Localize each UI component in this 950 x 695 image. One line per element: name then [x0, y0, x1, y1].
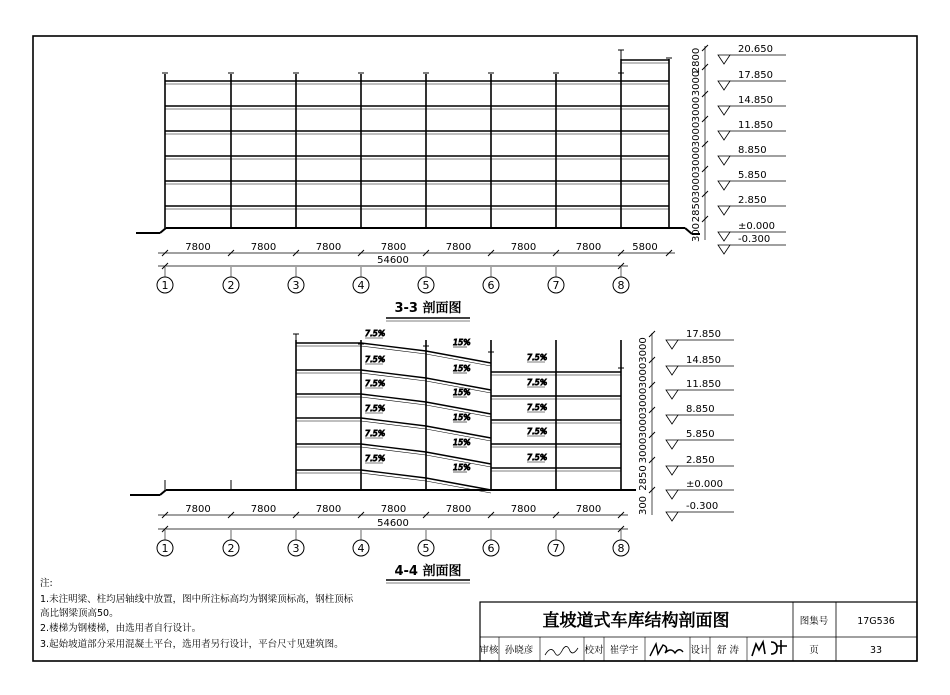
story-height: 2850 [638, 465, 649, 491]
story-height: 3000 [638, 437, 649, 464]
checker-name: 崔学宇 [609, 645, 639, 656]
level-value: 17.850 [686, 329, 721, 340]
axis-label: 8 [617, 542, 625, 555]
bay-dimension: 7800 [315, 504, 342, 515]
section-4-4 [130, 329, 734, 583]
axis-label: 4 [357, 279, 365, 292]
level-triangle [718, 156, 730, 165]
level-triangle [666, 466, 678, 475]
slope-label-15: 15% [453, 463, 471, 472]
level-value: 2.850 [738, 195, 767, 206]
level-triangle [718, 131, 730, 140]
level-value: 8.850 [686, 404, 715, 415]
level-triangle [666, 366, 678, 375]
axis-label: 6 [487, 542, 495, 555]
level-value: 5.850 [686, 429, 715, 440]
bay-dimension: 7800 [380, 504, 407, 515]
total-dimension: 54600 [377, 255, 409, 266]
note-line-4: 3.起始坡道部分采用混凝土平台，选用者另行设计，平台尺寸见建筑图。 [40, 639, 344, 650]
slope-label-7-5: 7.5% [365, 404, 386, 413]
drawing-title: 直坡道式车库结构剖面图 [542, 611, 730, 631]
slope-label-7-5: 7.5% [527, 403, 548, 412]
story-height: 3000 [638, 362, 649, 389]
slope-label-15: 15% [453, 364, 471, 373]
bay-dimension: 7800 [445, 504, 472, 515]
ground-ramp [160, 490, 166, 495]
page-label: 页 [809, 645, 819, 656]
designer-signature [752, 640, 787, 656]
review-label: 审核 [479, 645, 499, 656]
axis-label: 5 [422, 279, 430, 292]
slope-label-15: 15% [453, 438, 471, 447]
slope-label-7-5: 7.5% [527, 353, 548, 362]
slope-label-7-5: 7.5% [527, 378, 548, 387]
axis-label: 5 [422, 542, 430, 555]
axis-label: 3 [292, 542, 300, 555]
slope-label-7-5: 7.5% [527, 427, 548, 436]
level-triangle [666, 490, 678, 499]
story-height: 3000 [638, 412, 649, 439]
bay-dimension: 7800 [510, 504, 537, 515]
axis-label: 1 [161, 542, 169, 555]
bay-dimension: 5800 [632, 242, 658, 253]
level-triangle [718, 232, 730, 241]
bay-dimension: 7800 [510, 242, 537, 253]
level-value: 20.650 [738, 44, 773, 55]
level-triangle [718, 81, 730, 90]
slope-label-7-5: 7.5% [365, 379, 386, 388]
level-value: 14.850 [738, 95, 773, 106]
section-4-4-title: 4-4 剖面图 [394, 564, 462, 579]
slope-label-7-5: 7.5% [527, 453, 548, 462]
level-value: 2.850 [686, 455, 715, 466]
atlas-number: 17G536 [857, 616, 895, 627]
level-value: 11.850 [738, 120, 773, 131]
level-value: ±0.000 [738, 221, 776, 232]
story-height: 3000 [691, 96, 702, 123]
bay-dimension: 7800 [185, 242, 211, 253]
level-triangle [718, 206, 730, 215]
section-3-3 [136, 44, 786, 321]
section-3-3-title: 3-3 剖面图 [394, 301, 462, 316]
reviewer-signature [545, 646, 578, 655]
story-height: 2850 [691, 196, 702, 223]
atlas-label: 图集号 [799, 616, 829, 627]
axis-label: 2 [227, 279, 235, 292]
bay-dimension: 7800 [575, 242, 602, 253]
level-triangle [718, 55, 730, 64]
axis-label: 8 [617, 279, 625, 292]
level-triangle [666, 512, 678, 521]
bay-dimension: 7800 [380, 242, 407, 253]
level-triangle [666, 440, 678, 449]
axis-label: 7 [552, 542, 560, 555]
level-value: 11.850 [686, 379, 721, 390]
checker-signature [650, 644, 683, 656]
axis-label: 6 [487, 279, 495, 292]
slope-label-15: 15% [453, 338, 471, 347]
level-triangle [666, 390, 678, 399]
story-height: 3000 [691, 70, 702, 97]
bay-dimension: 7800 [315, 242, 342, 253]
axis-label: 1 [161, 279, 169, 292]
page-number: 33 [869, 645, 883, 656]
level-value: 14.850 [686, 355, 721, 366]
story-height: 300 [638, 495, 649, 516]
axis-label: 2 [227, 542, 235, 555]
section-3-3-dimensions [157, 242, 675, 293]
level-triangle [718, 106, 730, 115]
total-dimension: 54600 [377, 518, 409, 529]
story-height: 3000 [691, 121, 702, 148]
design-label: 设计 [690, 645, 710, 656]
section-4-4-frame [130, 329, 636, 495]
notes-heading: 注: [40, 578, 53, 589]
check-label: 校对 [584, 645, 604, 656]
section-4-4-level-markers [638, 329, 734, 521]
bay-dimension: 7800 [445, 242, 472, 253]
level-value: 17.850 [738, 70, 773, 81]
slope-label-15: 15% [453, 413, 471, 422]
note-line-3: 2.楼梯为钢楼梯，由选用者自行设计。 [40, 623, 202, 634]
notes [40, 577, 354, 650]
section-4-4-dimensions [157, 504, 629, 556]
level-value: 5.850 [738, 170, 767, 181]
note-line-2: 高比钢梁顶高50。 [40, 608, 119, 619]
slope-label-7-5: 7.5% [365, 355, 386, 364]
section-3-3-level-markers [691, 44, 786, 254]
level-triangle [718, 245, 730, 254]
story-height: 3000 [638, 387, 649, 414]
slope-label-7-5: 7.5% [365, 454, 386, 463]
designer-name: 舒 涛 [716, 645, 740, 656]
title-block-text [479, 610, 894, 656]
axis-label: 3 [292, 279, 300, 292]
axis-label: 4 [357, 542, 365, 555]
level-triangle [666, 415, 678, 424]
ground-ramp [160, 228, 166, 233]
slope-label-7-5: 7.5% [365, 329, 386, 338]
reviewer-name: 孙晓彦 [504, 645, 534, 656]
story-height: 3000 [638, 337, 649, 363]
bay-dimension: 7800 [250, 242, 277, 253]
story-height: 2800 [691, 47, 702, 74]
story-height: 3000 [691, 146, 702, 173]
level-value: -0.300 [686, 501, 719, 512]
level-value: ±0.000 [686, 479, 724, 490]
story-height: 3000 [691, 171, 702, 198]
bay-dimension: 7800 [185, 504, 211, 515]
level-value: 8.850 [738, 145, 767, 156]
slope-label-15: 15% [453, 388, 471, 397]
level-triangle [718, 181, 730, 190]
note-line-1: 1.未注明梁、柱均居轴线中放置，图中所注标高均为钢梁顶标高，钢柱顶标 [40, 594, 354, 605]
bay-dimension: 7800 [575, 504, 602, 515]
level-value: -0.300 [738, 234, 771, 245]
axis-label: 7 [552, 279, 560, 292]
bay-dimension: 7800 [250, 504, 277, 515]
slope-label-7-5: 7.5% [365, 429, 386, 438]
level-triangle [666, 340, 678, 349]
story-height: 300 [691, 222, 702, 243]
